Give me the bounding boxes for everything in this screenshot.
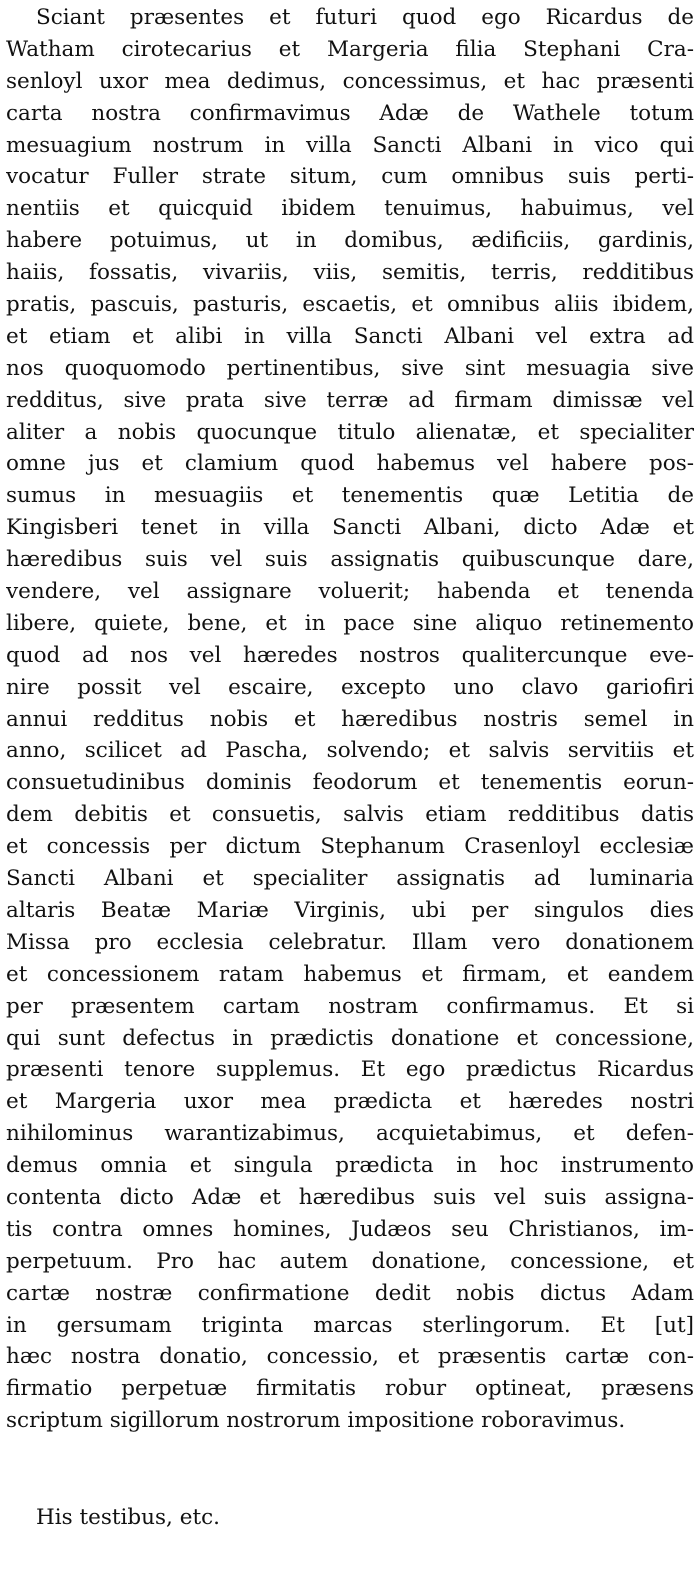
text-line: et etiam et alibi in villa Sancti Albani vel extra ad — [6, 323, 694, 349]
text-line: anno, scilicet ad Pascha, solvendo; et salvis servitiis et — [6, 738, 694, 764]
text-line: præsenti tenore supplemus. Et ego prædictus Ricardus — [6, 1057, 694, 1083]
text-line: carta nostra confirmavimus Adæ de Wathele totum — [6, 100, 694, 126]
text-line: vocatur Fuller strate situm, cum omnibus suis perti- — [6, 164, 694, 190]
text-line: Sciant præsentes et futuri quod ego Ricardus de — [36, 5, 694, 30]
text-line: et concessis per dictum Stephanum Crasenloyl ecclesiæ — [6, 834, 694, 860]
text-line: sumus in mesuagiis et tenementis quæ Letitia de — [6, 483, 694, 509]
text-line: Watham cirotecarius et Margeria filia Stephani Cra- — [6, 36, 694, 62]
text-line: nos quoquomodo pertinentibus, sive sint mesuagia sive — [6, 355, 694, 381]
text-line: mesuagium nostrum in villa Sancti Albani in vico qui — [6, 132, 694, 158]
text-line: contenta dicto Adæ et hæredibus suis vel suis assigna- — [6, 1184, 694, 1210]
closing-witness-line: His testibus, etc. — [36, 1505, 220, 1530]
text-line: annui redditus nobis et hæredibus nostris semel in — [6, 706, 694, 732]
text-line: cartæ nostræ confirmatione dedit nobis dictus Adam — [6, 1280, 694, 1306]
text-line: quod ad nos vel hæredes nostros qualitercunque eve- — [6, 642, 694, 668]
text-line: consuetudinibus dominis feodorum et tenementis eorun- — [6, 770, 694, 796]
text-line: et Margeria uxor mea prædicta et hæredes nostri — [6, 1089, 694, 1115]
text-line: nire possit vel escaire, excepto uno clavo gariofiri — [6, 674, 694, 700]
text-line: pratis, pascuis, pasturis, escaetis, et omnibus aliis ibidem, — [6, 292, 694, 318]
text-line: demus omnia et singula prædicta in hoc instrumento — [6, 1153, 694, 1179]
text-line: per præsentem cartam nostram confirmamus. Et si — [6, 993, 694, 1019]
text-line: dem debitis et consuetis, salvis etiam redditibus datis — [6, 802, 694, 828]
text-line: hæc nostra donatio, concessio, et præsentis cartæ con- — [6, 1344, 694, 1370]
text-line: Kingisberi tenet in villa Sancti Albani, dicto Adæ et — [6, 515, 694, 541]
text-line: haiis, fossatis, vivariis, viis, semitis, terris, redditibus — [6, 260, 694, 286]
text-line: perpetuum. Pro hac autem donatione, concessione, et — [6, 1248, 694, 1274]
text-line: redditus, sive prata sive terræ ad firmam dimissæ vel — [6, 387, 694, 413]
text-line: aliter a nobis quocunque titulo alienatæ, et specialiter — [6, 419, 694, 445]
text-line: Missa pro ecclesia celebratur. Illam vero donationem — [6, 929, 694, 955]
text-line: hæredibus suis vel suis assignatis quibuscunque dare, — [6, 547, 694, 573]
text-line: habere potuimus, ut in domibus, ædificiis, gardinis, — [6, 228, 694, 254]
text-line: nentiis et quicquid ibidem tenuimus, habuimus, vel — [6, 196, 694, 222]
text-line: nihilominus warantizabimus, acquietabimus, et defen- — [6, 1121, 694, 1147]
text-line: vendere, vel assignare voluerit; habenda et tenenda — [6, 579, 694, 605]
text-line: omne jus et clamium quod habemus vel habere pos- — [6, 451, 694, 477]
text-line: altaris Beatæ Mariæ Virginis, ubi per singulos dies — [6, 897, 694, 923]
charter-paragraph — [6, 2, 694, 1437]
text-line: senloyl uxor mea dedimus, concessimus, et hac præsenti — [6, 68, 694, 94]
text-line: qui sunt defectus in prædictis donatione et concessione, — [6, 1025, 694, 1051]
text-line: scriptum sigillorum nostrorum impositione roboravimus. — [6, 1408, 626, 1434]
text-line: et concessionem ratam habemus et firmam, et eandem — [6, 961, 694, 987]
text-line: Sancti Albani et specialiter assignatis ad luminaria — [6, 866, 694, 892]
text-line: tis contra omnes homines, Judæos seu Christianos, im- — [6, 1216, 694, 1242]
text-line: libere, quiete, bene, et in pace sine aliquo retinemento — [6, 610, 694, 636]
text-line: in gersumam triginta marcas sterlingorum. Et [ut] — [6, 1312, 694, 1338]
text-line: firmatio perpetuæ firmitatis robur optineat, præsens — [6, 1376, 694, 1402]
